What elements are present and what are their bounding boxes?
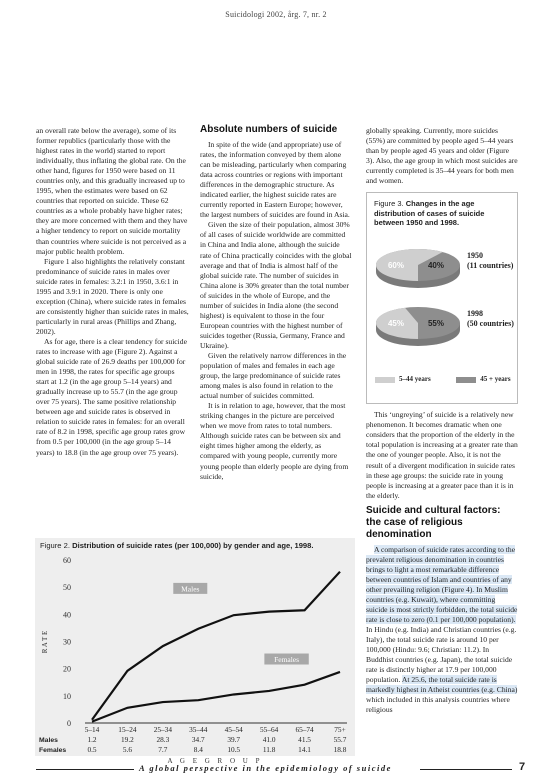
y-tick-label: 20: [63, 664, 71, 674]
x-tick-label: 65–74: [295, 725, 314, 734]
y-tick-label: 30: [63, 637, 71, 647]
page-number: 7: [519, 761, 526, 773]
paragraph: As for age, there is a clear tendency for suicide rates to increase with age (Figure 2). Against a global suicide rate of 26.9 deaths per 100,000 for men in 1998, the rates for specific age groups start at 1.2 (in the age group 5–14 years) and gradually increase up to 55.7 (in the age group over 75 years). The same positive relationship between age and suicide rates is observed in relation to suicide rates in females: for an overall rate of 8.2 in 1998, specific age group rates grow from 0.5 per 100,000 (in the age group 5–14 years) to 18.8 (in the age group over 75 years).: [36, 336, 187, 457]
footer-rule-right: [420, 769, 512, 770]
paragraph: Given the size of their population, almost 30% of all cases of suicide worldwide are committed in China and India alone, although the suicide rate of China practically coincides with the global average and that of India is almost half of the global suicide rate. The number of suicides in China alone is 30% greater than the total number of suicides in the whole of Europe, and the number of suicides in India alone (the second highest) is equivalent to those in the four European countries with the highest number of suicides together (Russia, Germany, France and Ukraine).: [200, 220, 352, 350]
figure-3-legend: [375, 374, 511, 384]
column-3: [366, 126, 518, 716]
paragraph: It is in relation to age, however, that the most striking changes in the picture are perceived when we move from rates to total numbers. Although suicide rates can be between six and eight times higher among the elderly, as compared with young people, currently more young people than elderly people are dying from suicide,: [200, 401, 349, 481]
data-label: 18.8: [333, 745, 347, 754]
pie-young-pct: 60%: [387, 261, 405, 271]
data-label: 5.6: [122, 745, 132, 754]
paragraph: globally speaking. Currently, more suicides (55%) are committed by people aged 5–44 years than by people aged 45 years and older (Figure 3). Also, the age group in which most suicides are currently completed is 35–44 years for both men and women.: [366, 126, 518, 186]
y-tick-label: 10: [63, 691, 71, 701]
y-tick-label: 40: [63, 610, 71, 620]
data-label: 7.7: [158, 745, 168, 754]
paragraph: This ‘ungreying’ of suicide is a relatively new phenomenon. It becomes dramatic when one considers that the proportion of the elderly in the total population is increasing at a greater rate than the one of younger people. Also, it is not the result of a divergent modification in suicide rates in these age groups: the suicide rate in young people is increasing at a greater pace than it is in the elderly.: [366, 410, 518, 500]
footer-text: A global perspective in the epidemiology of suicide: [139, 763, 392, 773]
running-header: Suicidologi 2002, årg. 7, nr. 2: [225, 10, 327, 19]
pie-young-pct: 45%: [387, 319, 405, 329]
data-label: 41.5: [298, 735, 311, 744]
series-label-males: Males: [181, 584, 200, 594]
table-row-label: Males: [39, 737, 58, 744]
data-label: 34.7: [191, 735, 205, 744]
column-2: [200, 124, 352, 482]
highlighted-text: A comparison of suicide rates according to the prevalent religious denomination in countries brings to light a most remarkable difference between countries of Islam and countries of any other prevailing religion (Figure 4). In Muslim countries (e.g. Kuwait), where committing suicide is most strictly forbidden, the total suicide rate is close to zero (0.1 per 100,000 population).: [366, 544, 518, 625]
x-tick-label: 75+: [334, 725, 346, 734]
data-label: 55.7: [333, 735, 347, 744]
section-heading: Absolute numbers of suicide: [200, 124, 338, 135]
x-tick-label: 45–54: [224, 725, 243, 734]
page-footer: [0, 763, 552, 777]
legend-swatch-young: [375, 377, 395, 383]
table-row-label: Females: [39, 747, 67, 754]
pie-old-pct: 40%: [427, 261, 445, 271]
data-label: 0.5: [87, 745, 97, 754]
pie-1950: [373, 245, 463, 295]
y-tick-label: 60: [63, 556, 71, 565]
series-label-females: Females: [274, 655, 300, 665]
figure-3: [366, 192, 518, 404]
series-line-females: [92, 672, 340, 722]
data-label: 28.3: [156, 735, 170, 744]
pie-1998-label: 1998 (50 countries): [467, 309, 514, 329]
pie-old-pct: 55%: [427, 319, 445, 329]
text-span: In Hindu (e.g. India) and Christian countries (e.g. Italy), the total suicide rate is around 10 per 100,000 (Hindu: 9.6; Christian: 11.2). In Buddhist countries (e.g. Japan), the total suicide rate is distinctly higher at 17.9 per 100,000 population.: [366, 625, 517, 685]
data-label: 1.2: [87, 735, 97, 744]
x-tick-label: 35–44: [189, 725, 208, 734]
data-label: 19.2: [121, 735, 134, 744]
data-label: 8.4: [193, 745, 203, 754]
pie-1998: [373, 303, 463, 353]
data-label: 39.7: [227, 735, 241, 744]
figure-3-caption: Figure 3. Changes in the age distribution of cases of suicide between 1950 and 1998.: [374, 199, 485, 228]
data-label: 41.0: [262, 735, 276, 744]
y-axis-label: R A T E: [41, 630, 49, 654]
legend-young-label: 5–44 years: [399, 375, 431, 384]
figure-2: [35, 538, 355, 765]
legend-old-label: 45 + years: [480, 375, 511, 384]
paragraph: an overall rate below the average), some of its former republics (particularly those with the highest rates in the world) started to report individually, thus inflating the global rate. On the other hand, figures for 1950 were based on 11 countries only, and this gradually increased up to 1995, when the estimates were based on 62 countries that reported on suicide. These 62 countries as a whole probably have higher rates; they are more concerned with them and they have a higher tendency to report on suicide mortality than countries where suicide is not perceived as a major public health problem.: [36, 126, 188, 256]
x-tick-label: 5–14: [84, 725, 100, 734]
x-axis-label: A G E G R O U P: [167, 757, 263, 765]
section-heading: Suicide and cultural factors: the case of religious denomination: [366, 504, 501, 540]
text-span: which included in this analysis countries where religious: [366, 695, 510, 715]
x-tick-label: 15–24: [118, 725, 137, 734]
y-tick-label: 0: [67, 719, 71, 728]
x-tick-label: 55–64: [260, 725, 279, 734]
legend-swatch-old: [456, 377, 476, 383]
highlighted-text: At 25.6, the total suicide rate is markedly highest in Atheist countries (e.g. China): [366, 675, 518, 695]
paragraph: Given the relatively narrow differences in the population of males and females in each age group, the large predominance of suicide rates among males is also found in relation to the actual number of suicides committed.: [200, 350, 347, 401]
paragraph: Figure 1 also highlights the relatively constant predominance of suicide rates in males over suicide rates in females: 3.2:1 in 1950, 3.6:1 in 1995 and 3.9:1 in 2020. There is only one exception (China), where suicide rates in females are consistently higher than suicide rates in males, particularly in rural areas (Phillips and Zhang, 2002).: [36, 256, 189, 336]
pie-1950-label: 1950 (11 countries): [467, 251, 514, 271]
data-label: 10.5: [227, 745, 241, 754]
data-label: 11.8: [262, 745, 276, 754]
figure-2-caption: Figure 2. Distribution of suicide rates (per 100,000) by gender and age, 1998.: [40, 541, 314, 550]
footer-rule-left: [36, 769, 134, 770]
data-label: 14.1: [298, 745, 311, 754]
y-tick-label: 50: [63, 583, 71, 593]
column-1: [36, 126, 189, 458]
x-tick-label: 25–34: [153, 725, 172, 734]
paragraph: In spite of the wide (and appropriate) use of rates, the information conveyed by them alone can be misleading, particularly when comparing data across countries or regions with important differences in the demographic structure. As indicated earlier, the highest suicide rates are currently reported in Eastern Europe; however, the largest numbers of suicides are found in Asia.: [200, 140, 350, 220]
paragraph: [366, 545, 518, 716]
line-chart: [35, 538, 355, 765]
